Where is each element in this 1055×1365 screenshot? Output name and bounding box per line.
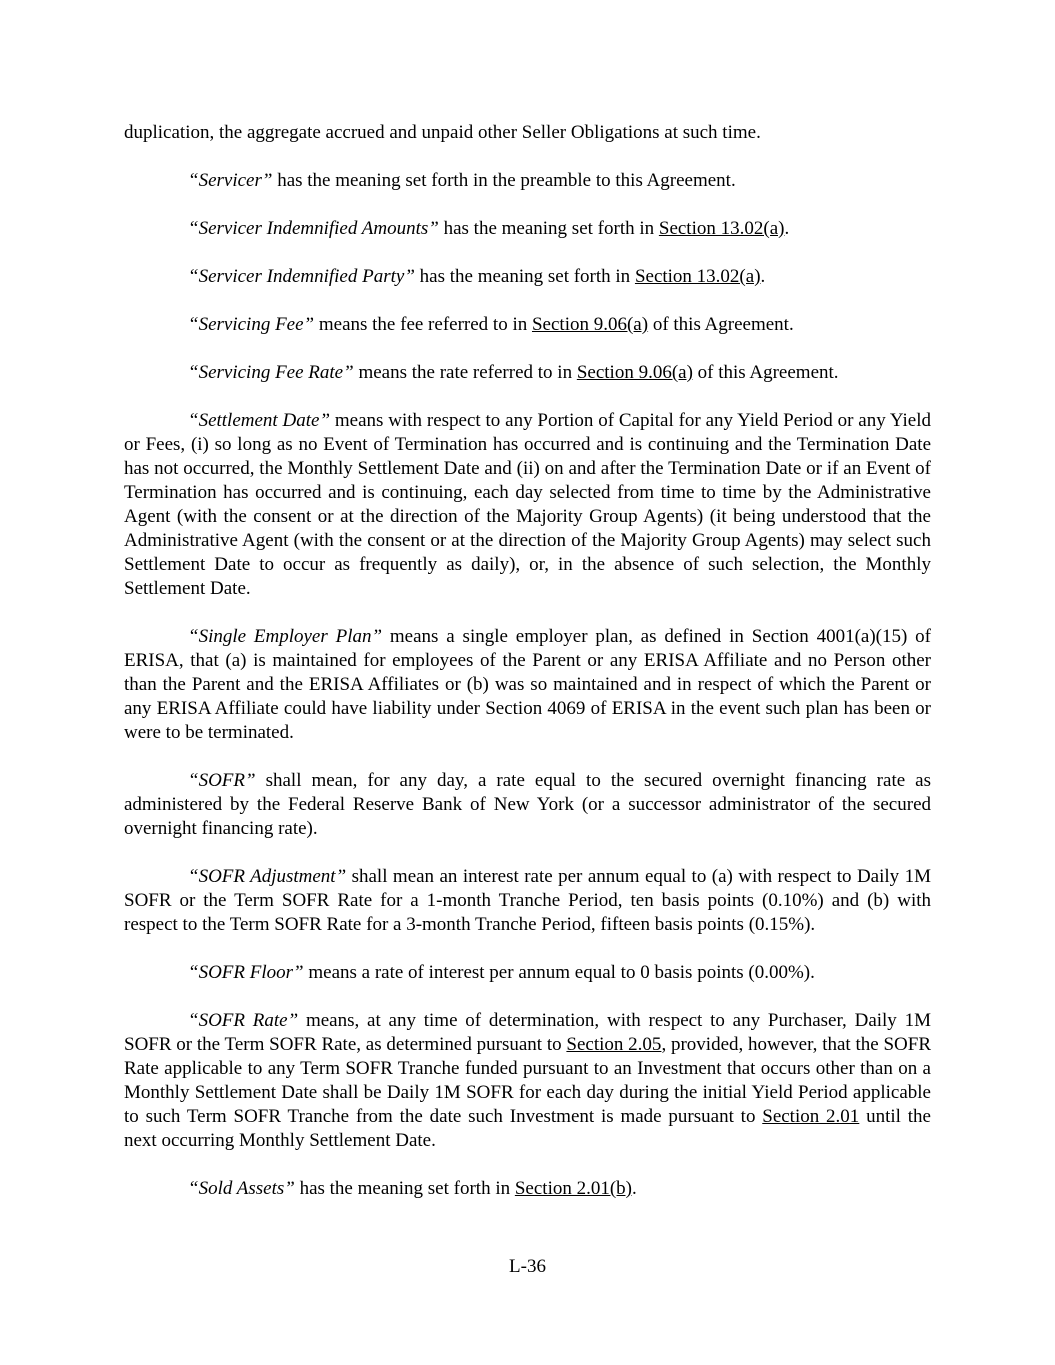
defined-term: “SOFR” [188,770,256,791]
definition-text: until the next occurring Monthly Settlement Date. [124,1106,931,1151]
definition-single-employer-plan [124,625,931,745]
section-reference-link[interactable]: Section 9.06(a) [576,362,693,383]
definition-sofr [124,769,931,841]
definition-text: has the meaning set forth in [438,218,659,239]
defined-term: “SOFR Floor” [188,962,304,983]
defined-term: “Single Employer Plan” [188,626,383,647]
defined-term: “Servicer” [188,170,273,191]
definition-servicer-indemnified-party [124,265,931,289]
definition-text: has the meaning set forth in the preamble to this Agreement. [272,170,736,191]
definition-settlement-date [124,409,931,601]
defined-term: “Servicing Fee Rate” [188,362,354,383]
defined-term: “Servicer Indemnified Amounts” [188,218,439,239]
defined-term: “Sold Assets” [188,1178,295,1199]
page-number: L-36 [509,1256,546,1277]
definition-sofr-adjustment [124,865,931,937]
section-reference-link[interactable]: Section 2.01(b) [514,1178,633,1199]
definition-text: shall mean, for any day, a rate equal to the secured overnight financing rate as administered by the Federal Reserve Bank of New York (or a successor administrator of the secured overnight financing rate). [124,770,931,839]
definition-text: means the fee referred to in [314,314,532,335]
definition-servicing-fee [124,313,931,337]
defined-term: “Settlement Date” [188,410,331,431]
definition-text: of this Agreement. [692,362,839,383]
defined-term: “SOFR Adjustment” [188,866,347,887]
definition-servicing-fee-rate [124,361,931,385]
definition-text: means the rate referred to in [353,362,577,383]
defined-term: “Servicer Indemnified Party” [188,266,415,287]
definition-text: shall mean an interest rate per annum equal to (a) with respect to Daily 1M SOFR or the Term SOFR Rate for a 1-month Tranche Period, ten basis points (0.10%) and (b) with respect to the Term SOFR Rate for a 3-month Tranche Period, fifteen basis points (0.15%). [124,866,931,935]
document-page [124,121,931,1225]
section-reference-link[interactable]: Section 13.02(a) [658,218,785,239]
definition-text: of this Agreement. [648,314,794,335]
definition-text: . [632,1178,637,1199]
definition-text: has the meaning set forth in [414,266,635,287]
section-reference-link[interactable]: Section 13.02(a) [634,266,761,287]
section-reference-link[interactable]: Section 2.01 [762,1106,860,1127]
definition-text: has the meaning set forth in [294,1178,515,1199]
definition-text: means, at any time of determination, with respect to any Purchaser, Daily 1M SOFR or the Term SOFR Rate, as determined pursuant to [124,1010,931,1055]
defined-term: “SOFR Rate” [188,1010,299,1031]
definition-sofr-rate [124,1009,931,1153]
definition-servicer-indemnified-amounts [124,217,931,241]
definition-text: means a rate of interest per annum equal to 0 basis points (0.00%). [303,962,815,983]
section-reference-link[interactable]: Section 9.06(a) [531,314,649,335]
definition-text: means a single employer plan, as defined in Section 4001(a)(15) of ERISA, that (a) is maintained for employees of the Parent or any ERISA Affiliate and no Person other than the Parent and the ERISA Affiliates or (b) was so maintained and in respect of which the Parent or any ERISA Affiliate could have liability under Section 4069 of ERISA in the event such plan has been or were to be terminated. [124,626,931,743]
section-reference-link[interactable]: Section 2.05 [566,1034,662,1055]
definition-servicer [124,169,931,193]
definition-text: . [760,266,766,287]
continuation-paragraph: duplication, the aggregate accrued and unpaid other Seller Obligations at such time. [124,122,761,143]
definition-text: means with respect to any Portion of Capital for any Yield Period or any Yield or Fees, (i) so long as no Event of Termination has occurred and is continuing and the Termination Date has not occurred, the Monthly Settlement Date and (ii) on and after the Termination Date or if an Event of Termination has occurred and is continuing, each day selected from time to time by the Administrative Agent (with the consent or at the direction of the Majority Group Agents) (it being understood that the Administrative Agent (with the consent or at the direction of the Majority Group Agents) may select such Settlement Date to occur as frequently as daily), or, in the absence of such selection, the Monthly Settlement Date. [124,410,931,599]
defined-term: “Servicing Fee” [188,314,315,335]
definition-text: . [784,218,790,239]
definition-sold-assets [124,1177,931,1201]
definition-sofr-floor [124,961,931,985]
definition-text: , provided, however, that the SOFR Rate applicable to any Term SOFR Tranche funded pursuant to an Investment that occurs other than on a Monthly Settlement Date shall be Daily 1M SOFR for each day during the initial Yield Period applicable to such Term SOFR Tranche from the date such Investment is made pursuant to [124,1034,931,1127]
